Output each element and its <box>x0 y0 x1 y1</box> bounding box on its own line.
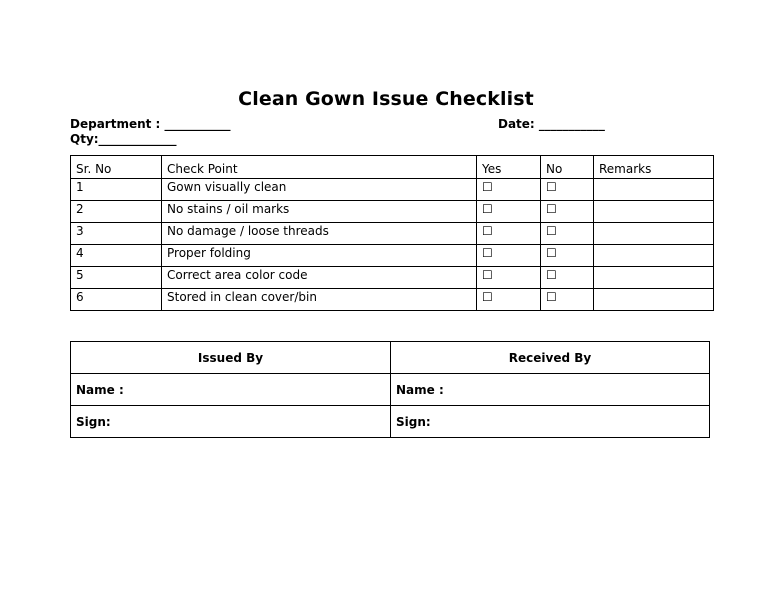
header-sr-no: Sr. No <box>71 156 162 179</box>
issuer-name-field[interactable]: Name : <box>71 374 391 406</box>
table-row <box>71 201 714 223</box>
signoff-name-row <box>71 374 710 406</box>
signoff-table <box>70 341 710 438</box>
header-remarks: Remarks <box>594 156 714 179</box>
received-by-heading: Received By <box>391 342 710 374</box>
check-point-cell: Gown visually clean <box>162 179 477 201</box>
remarks-cell[interactable] <box>594 289 714 311</box>
receiver-sign-field[interactable]: Sign: <box>391 406 710 438</box>
header-no: No <box>541 156 594 179</box>
table-row <box>71 223 714 245</box>
yes-checkbox[interactable]: ☐ <box>477 179 541 201</box>
no-checkbox[interactable]: ☐ <box>541 179 594 201</box>
sr-no-cell: 1 <box>71 179 162 201</box>
yes-checkbox[interactable]: ☐ <box>477 289 541 311</box>
yes-checkbox[interactable]: ☐ <box>477 201 541 223</box>
qty-field[interactable]: Qty:_____________ <box>70 132 177 146</box>
sr-no-cell: 2 <box>71 201 162 223</box>
table-row <box>71 267 714 289</box>
no-checkbox[interactable]: ☐ <box>541 289 594 311</box>
signoff-sign-row <box>71 406 710 438</box>
check-point-cell: Correct area color code <box>162 267 477 289</box>
checklist-header-row <box>71 156 714 179</box>
sr-no-cell: 3 <box>71 223 162 245</box>
sr-no-cell: 5 <box>71 267 162 289</box>
page-title: Clean Gown Issue Checklist <box>238 88 534 110</box>
yes-checkbox[interactable]: ☐ <box>477 267 541 289</box>
yes-checkbox[interactable]: ☐ <box>477 223 541 245</box>
table-row <box>71 179 714 201</box>
header-check-point: Check Point <box>162 156 477 179</box>
remarks-cell[interactable] <box>594 223 714 245</box>
remarks-cell[interactable] <box>594 267 714 289</box>
no-checkbox[interactable]: ☐ <box>541 245 594 267</box>
no-checkbox[interactable]: ☐ <box>541 267 594 289</box>
checklist-table <box>70 155 714 311</box>
check-point-cell: No stains / oil marks <box>162 201 477 223</box>
sr-no-cell: 4 <box>71 245 162 267</box>
remarks-cell[interactable] <box>594 245 714 267</box>
yes-checkbox[interactable]: ☐ <box>477 245 541 267</box>
signoff-header-row <box>71 342 710 374</box>
no-checkbox[interactable]: ☐ <box>541 201 594 223</box>
table-row <box>71 289 714 311</box>
header-yes: Yes <box>477 156 541 179</box>
sr-no-cell: 6 <box>71 289 162 311</box>
check-point-cell: No damage / loose threads <box>162 223 477 245</box>
table-row <box>71 245 714 267</box>
department-field[interactable]: Department : ___________ <box>70 117 231 131</box>
date-field[interactable]: Date: ___________ <box>498 117 605 131</box>
check-point-cell: Stored in clean cover/bin <box>162 289 477 311</box>
issued-by-heading: Issued By <box>71 342 391 374</box>
issuer-sign-field[interactable]: Sign: <box>71 406 391 438</box>
check-point-cell: Proper folding <box>162 245 477 267</box>
receiver-name-field[interactable]: Name : <box>391 374 710 406</box>
no-checkbox[interactable]: ☐ <box>541 223 594 245</box>
remarks-cell[interactable] <box>594 179 714 201</box>
remarks-cell[interactable] <box>594 201 714 223</box>
